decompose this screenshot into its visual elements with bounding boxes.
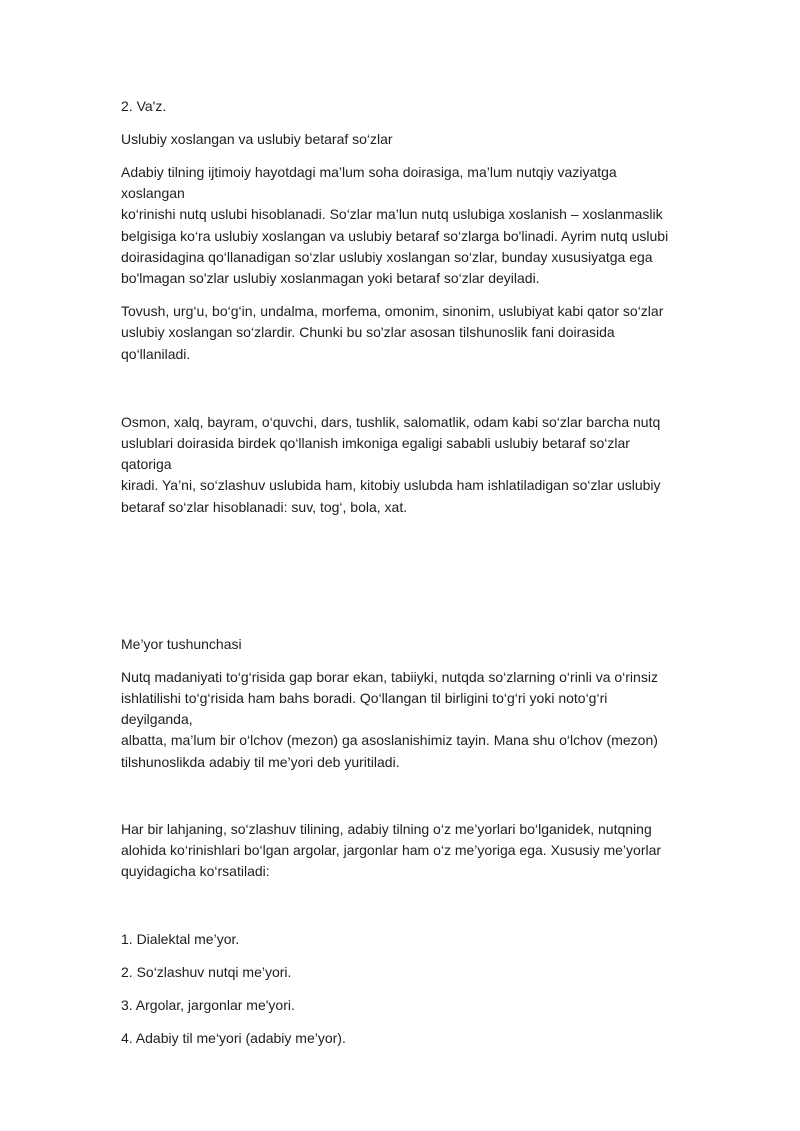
list-item: 3. Argolar, jargonlar me'yori. [121,997,295,1014]
section-heading-meyor: Me’yor tushunchasi [121,635,242,652]
section-heading-uslubiy: Uslubiy xoslangan va uslubiy betaraf so‘zlar [121,131,393,147]
document-page [121,96,681,1049]
list-item: 4. Adabiy til me‘yori (adabiy me’yor). [121,1030,346,1047]
paragraph-5: Har bir lahjaning, so‘zlashuv tilining, adabiy tilning o‘z me’yorlari bo‘lganidek, nutqning alohida ko‘rinishlari bo‘lgan argolar, jargonlar ham o‘z me’yoriga ega. Xususiy me’yorlar quyidagicha ko‘rsatiladi: [121,820,662,880]
list-item: 2. So‘zlashuv nutqi me’yori. [121,964,292,981]
paragraph-1: Adabiy tilning ijtimoiy hayotdagi ma’lum soha doirasiga, ma’lum nutqiy vaziyatga xoslangan ko‘rinishi nutq uslubi hisoblanadi. So‘zlar ma’lun nutq uslubiga xoslanish – xoslanmaslik belgisiga ko‘ra uslubiy xoslangan va uslubiy betaraf so‘zlarga bo'linadi. Ayrim nutq uslubi doirasidagina qo‘llanadigan so‘zlar uslubiy xoslangan so‘zlar, bunday xususiyatga ega bo'lmagan so'zlar uslubiy xoslanmagan yoki betaraf so‘zlar deyiladi. [121,164,669,287]
section-heading-vaz: 2. Va'z. [121,98,167,114]
list-item: 1. Dialektal me’yor. [121,931,240,948]
paragraph-3: Osmon, xalq, bayram, o‘quvchi, dars, tushlik, salomatlik, odam kabi so‘zlar barcha nutq uslublari doirasida birdek qo‘llanish imkoniga egaligi sababli uslubiy betaraf so‘zlar qatoriga kiradi. Ya’ni, so‘zlashuv uslubida ham, kitobiy uslubda ham ishlatiladigan so‘zlar uslubiy betaraf so‘zlar hisoblanadi: suv, tog‘, bola, xat. [121,413,661,515]
paragraph-2: Tovush, urg‘u, bo‘g‘in, undalma, morfema, omonim, sinonim, uslubiyat kabi qator so‘zlar uslubiy xoslangan so‘zlardir. Chunki bu so'zlar asosan tilshunoslik fani doirasida qo‘llaniladi. [121,303,664,362]
paragraph-4: Nutq madaniyati to‘g‘risida gap borar ekan, tabiiyki, nutqda so‘zlarning o‘rinli va o‘rinsiz ishlatilishi to‘g‘risida ham bahs boradi. Qo‘llangan til birligini to‘g‘ri yoki noto‘g‘ri deyilganda, albatta, ma’lum bir o‘lchov (mezon) ga asoslanishimiz tayin. Mana shu o‘lchov (mezon) tilshunoslikda adabiy til me’yori deb yuritiladi. [121,668,658,770]
